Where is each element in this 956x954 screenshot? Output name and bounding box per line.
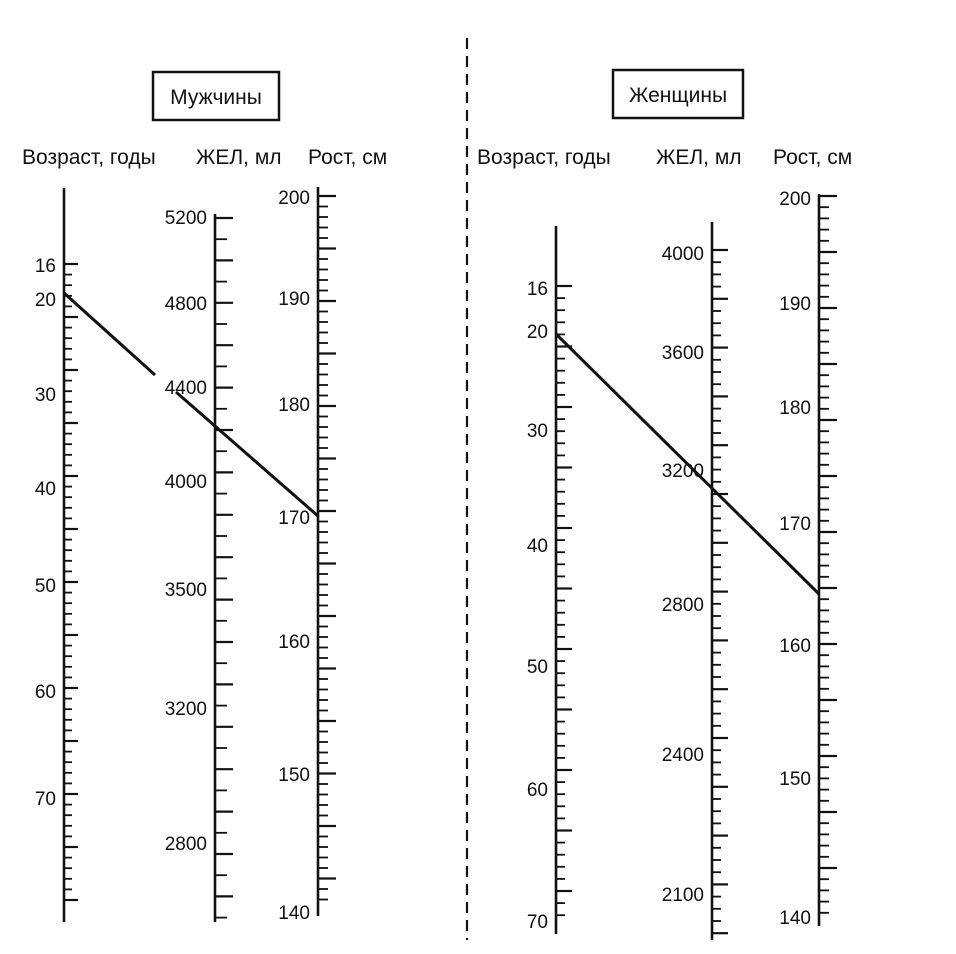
women-reading-line: [556, 334, 819, 594]
women-height-header: Рост, см: [773, 146, 853, 169]
men-age-label: 30: [34, 385, 56, 406]
women-age-label: 40: [526, 536, 548, 557]
men-vc-label: 5200: [164, 208, 207, 229]
women-vc-header: ЖЕЛ, мл: [656, 146, 742, 169]
women-vc-label: 3600: [661, 343, 704, 364]
women-panel: [477, 70, 852, 940]
men-age-label: 70: [34, 789, 56, 810]
women-age-label: 60: [526, 780, 548, 801]
women-height-label: 160: [779, 636, 811, 657]
women-vc-label: 2400: [661, 745, 704, 766]
women-age-scale: [527, 226, 572, 934]
men-height-label: 140: [278, 903, 310, 924]
women-height-scale: [779, 189, 837, 929]
men-height-label: 190: [278, 289, 310, 310]
women-height-label: 180: [779, 398, 811, 419]
women-age-label: 30: [526, 421, 548, 442]
women-height-label: 190: [779, 294, 811, 315]
women-vc-label: 2800: [661, 595, 704, 616]
men-vc-label: 3200: [164, 699, 207, 720]
women-vc-scale: [662, 222, 728, 940]
men-height-label: 200: [278, 188, 310, 209]
women-title: Женщины: [628, 84, 728, 107]
women-vc-label: 2100: [661, 885, 704, 906]
women-height-label: 140: [779, 908, 811, 929]
men-age-label: 20: [34, 290, 56, 311]
men-age-header: Возраст, годы: [22, 146, 156, 169]
men-height-label: 170: [278, 508, 310, 529]
women-vc-label: 3200: [661, 461, 704, 482]
women-age-label: 16: [526, 279, 548, 300]
women-age-label: 20: [526, 322, 548, 343]
men-age-label: 40: [34, 479, 56, 500]
women-height-label: 200: [779, 189, 811, 210]
men-height-label: 180: [278, 395, 310, 416]
women-vc-label: 4000: [661, 244, 704, 265]
men-vc-label: 4800: [164, 294, 207, 315]
men-vc-label: 3500: [164, 580, 207, 601]
men-vc-label: 4400: [164, 378, 207, 399]
men-title: Мужчины: [170, 86, 262, 109]
women-age-label: 50: [526, 657, 548, 678]
women-height-label: 170: [779, 514, 811, 535]
men-panel: [22, 72, 387, 924]
men-age-label: 50: [34, 576, 56, 597]
men-height-label: 160: [278, 632, 310, 653]
men-height-header: Рост, см: [308, 146, 388, 169]
men-height-label: 150: [278, 765, 310, 786]
men-vc-scale: [165, 208, 233, 922]
men-vc-label: 4000: [164, 472, 207, 493]
men-vc-label: 2800: [164, 834, 207, 855]
women-height-label: 150: [779, 769, 811, 790]
women-age-header: Возраст, годы: [477, 146, 611, 169]
men-age-label: 60: [34, 682, 56, 703]
women-age-label: 70: [526, 912, 548, 933]
men-height-scale: [278, 187, 336, 924]
men-age-label: 16: [34, 256, 56, 277]
men-vc-header: ЖЕЛ, мл: [196, 146, 282, 169]
